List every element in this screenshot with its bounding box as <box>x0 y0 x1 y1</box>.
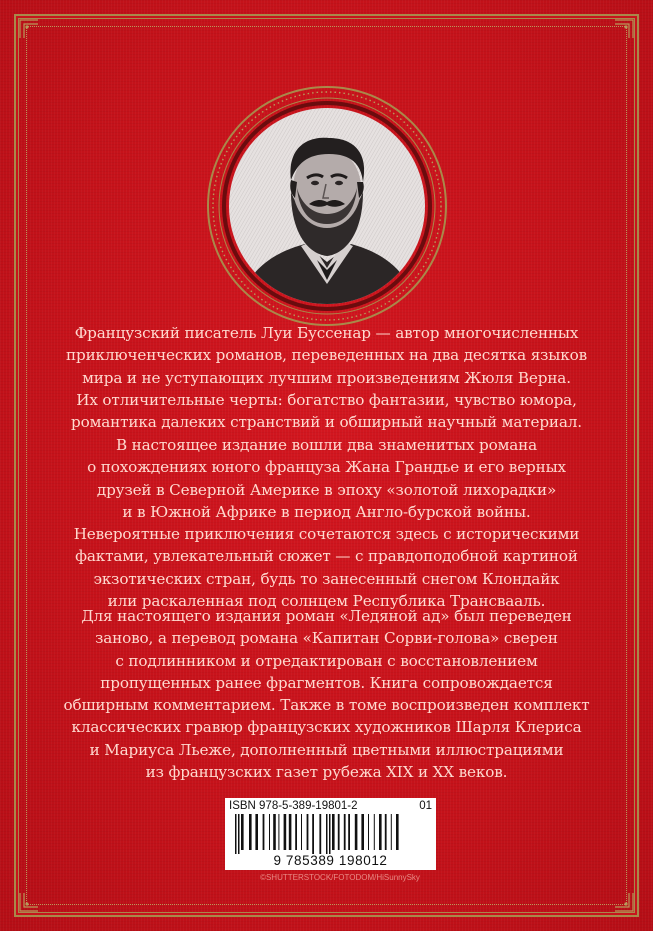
text-line: из французских газет рубежа XIX и XX веков. <box>145 763 508 782</box>
barcode-bar <box>307 814 309 850</box>
barcode-bar <box>249 814 252 850</box>
text-line: Их отличительные черты: богатство фантазии, чувство юмора, <box>76 390 577 409</box>
barcode-bar <box>396 814 399 850</box>
barcode-bar <box>238 814 240 854</box>
text-line: и в Южной Африке в период Англо-бурской войны. <box>122 502 531 521</box>
isbn-barcode <box>225 798 436 870</box>
barcode-bar <box>368 814 369 850</box>
barcode-bar <box>379 814 382 850</box>
barcode-bar <box>284 814 287 850</box>
barcode-bar <box>241 814 244 850</box>
corner-ornament-icon <box>613 891 635 913</box>
barcode-bar <box>329 814 331 854</box>
barcode-bar <box>385 814 387 850</box>
isbn-label: ISBN 978-5-389-19801-2 <box>229 800 358 812</box>
barcode-bar <box>326 814 328 854</box>
description-paragraph-1 <box>60 322 593 433</box>
text-line: и Мариуса Льеже, дополненный цветными иллюстрациями <box>89 740 564 759</box>
text-line: В настоящее издание вошли два знаменитых романа <box>115 436 538 454</box>
text-line: с подлинником и отредактирован с восстановлением <box>115 651 538 670</box>
text-line: пропущенных ранее фрагментов. Книга сопровождается <box>100 673 553 692</box>
barcode-bar <box>338 814 340 850</box>
text-line: приключенческих романов, переведенных на два десятка языков <box>66 346 587 365</box>
corner-ornament-icon <box>613 18 635 40</box>
barcode-bar <box>278 814 279 850</box>
barcode-bar <box>255 814 258 850</box>
isbn-addon: 01 <box>419 800 432 812</box>
description-paragraph-3 <box>60 605 593 783</box>
barcode-bars <box>235 814 426 854</box>
corner-ornament-icon <box>18 18 40 40</box>
barcode-bar <box>348 814 350 850</box>
barcode-bar <box>332 814 335 850</box>
photo-credit: ©SHUTTERSTOCK/FOTODOM/HiSunnySky <box>260 873 420 882</box>
barcode-bar <box>269 814 270 850</box>
isbn-digits: 9 785389 198012 <box>273 853 388 868</box>
barcode-bar <box>273 814 276 850</box>
description-paragraph-2 <box>60 434 593 612</box>
barcode-bar <box>344 814 346 850</box>
text-line: экзотических стран, будь то занесенный снегом Клондайк <box>93 569 560 588</box>
text-line: фактами, увлекательный сюжет — с правдоподобной картиной <box>75 547 578 566</box>
barcode-bar <box>374 814 375 850</box>
barcode-bar <box>295 814 297 850</box>
text-line: романтика далеких странствий и обширный научный материал. <box>71 413 582 432</box>
barcode-bar <box>319 814 321 854</box>
text-line: Для настоящего издания роман «Ледяной ад» был переведен <box>81 607 572 625</box>
barcode-bar <box>355 814 358 850</box>
portrait-medallion <box>205 84 449 328</box>
text-line: обширным комментарием. Также в томе воспроизведен комплект <box>63 696 590 715</box>
barcode-bar <box>263 814 265 850</box>
barcode-bar <box>301 814 302 850</box>
barcode-bar <box>289 814 292 850</box>
barcode-bar <box>235 814 237 854</box>
text-line: заново, а перевод романа «Капитан Сорви-голова» сверен <box>95 629 558 648</box>
text-line: классических гравюр французских художников Шарля Клериса <box>71 718 582 737</box>
text-line: Невероятные приключения сочетаются здесь с историческими <box>73 525 580 544</box>
isbn-header <box>229 800 432 812</box>
text-line: о похождениях юного француза Жана Грандье и его верных <box>87 458 566 477</box>
barcode-bar <box>391 814 392 850</box>
barcode-bar <box>312 814 314 854</box>
corner-ornament-icon <box>18 891 40 913</box>
text-line: друзей в Северной Америке в эпоху «золотой лихорадки» <box>96 480 557 499</box>
text-line: мира и не уступающих лучшим произведениям Жюля Верна. <box>82 368 571 387</box>
barcode-bar <box>361 814 364 850</box>
text-line: или раскаленная под солнцем Республика Трансвааль. <box>107 592 546 611</box>
text-line: Французский писатель Луи Буссенар — автор многочисленных <box>74 324 579 342</box>
